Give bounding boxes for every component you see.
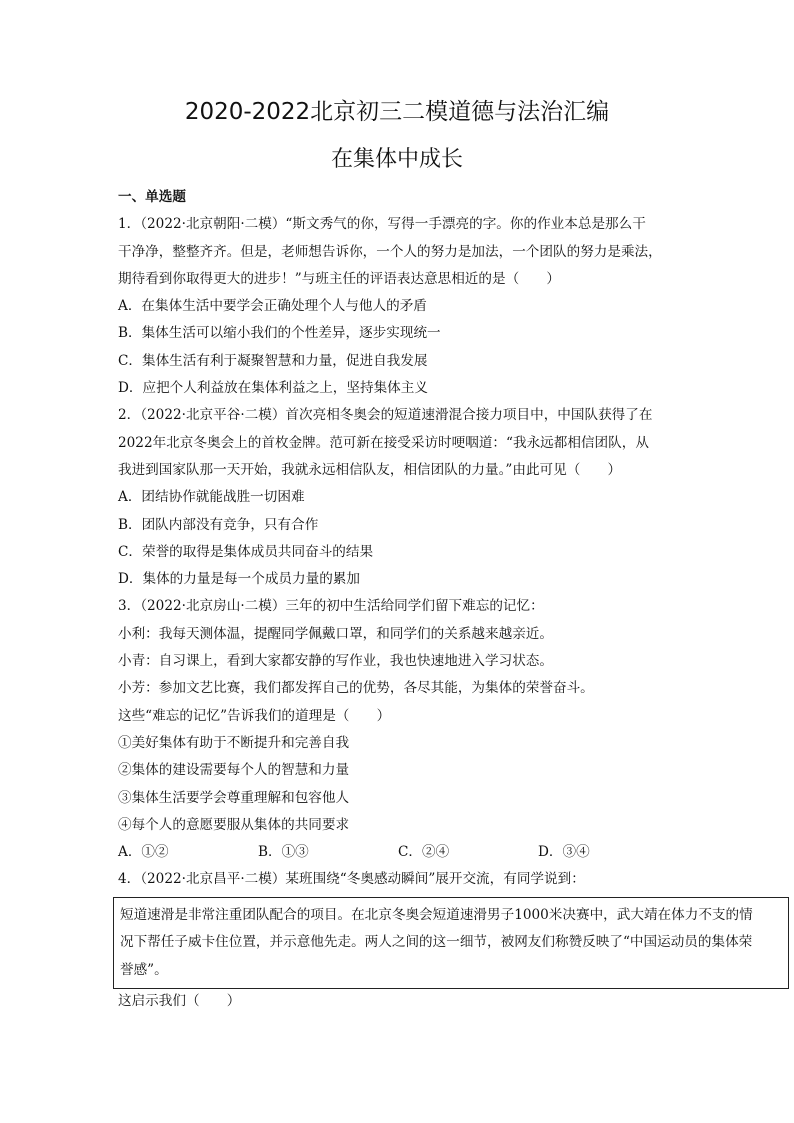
material-line: 誉感”。 xyxy=(120,961,168,978)
question-text-line: 3．（2022·北京房山·二模）三年的初中生活给同学们留下难忘的记忆： xyxy=(118,598,544,615)
statement-item: ①美好集体有助于不断提升和完善自我 xyxy=(118,734,350,751)
question-text-line: 2．（2022·北京平谷·二模）首次亮相冬奥会的短道速滑混合接力项目中，中国队获得了在 xyxy=(118,407,653,424)
option-b: B．集体生活可以缩小我们的个性差异，逐步实现统一 xyxy=(118,325,441,342)
question-body xyxy=(118,184,678,894)
option-b: B．①③ xyxy=(258,844,309,861)
question-4-prompt: 这启示我们（ ） xyxy=(118,993,241,1009)
question-text-line: 小青：自习课上，看到大家都安静的写作业，我也快速地进入学习状态。 xyxy=(118,653,553,670)
option-a: A．团结协作就能战胜一切困难 xyxy=(118,489,305,506)
question-3 xyxy=(118,593,678,866)
option-c: C．荣誉的取得是集体成员共同奋斗的结果 xyxy=(118,543,374,560)
question-1 xyxy=(118,211,678,402)
question-text-line: 这些“难忘的记忆”告诉我们的道理是（ ） xyxy=(118,707,391,724)
option-a: A．在集体生活中要学会正确处理个人与他人的矛盾 xyxy=(118,298,427,315)
option-d: D．③④ xyxy=(538,844,590,861)
question-2 xyxy=(118,402,678,593)
statement-item: ③集体生活要学会尊重理解和包容他人 xyxy=(118,789,350,806)
question-text-line: 小利：我每天测体温，提醒同学佩戴口罩，和同学们的关系越来越亲近。 xyxy=(118,625,553,642)
material-line: 况下帮任子威卡住位置，并示意他先走。两人之间的这一细节，被网友们称赞反映了“中国运动员的集体荣 xyxy=(120,934,753,951)
section-heading: 一、单选题 xyxy=(118,189,186,205)
option-a: A．①② xyxy=(118,844,169,861)
question-text-line: 2022年北京冬奥会上的首枚金牌。范可新在接受采访时哽咽道：“我永远都相信团队，从 xyxy=(118,434,649,451)
material-line: 短道速滑是非常注重团队配合的项目。在北京冬奥会短道速滑男子1000米决赛中，武大靖在体力不支的情 xyxy=(120,907,753,923)
statement-item: ④每个人的意愿要服从集体的共同要求 xyxy=(118,816,350,833)
question-text-line: 我进到国家队那一天开始，我就永远相信队友，相信团队的力量。”由此可见（ ） xyxy=(118,461,622,478)
question-text-line: 小芳：参加文艺比赛，我们都发挥自己的优势，各尽其能，为集体的荣誉奋斗。 xyxy=(118,680,594,697)
document-title: 2020-2022北京初三二模道德与法治汇编 xyxy=(184,99,610,125)
question-4-intro: 4．（2022·北京昌平·二模）某班围绕“冬奥感动瞬间”展开交流，有同学说到： xyxy=(118,871,585,888)
option-c: C．②④ xyxy=(398,844,450,861)
options-row xyxy=(118,839,678,866)
document-subtitle: 在集体中成长 xyxy=(330,147,463,172)
quoted-material-box xyxy=(113,897,789,989)
option-d: D．集体的力量是每一个成员力量的累加 xyxy=(118,571,360,588)
option-d: D．应把个人利益放在集体利益之上，坚持集体主义 xyxy=(118,380,428,397)
question-text-line: 期待看到你取得更大的进步！”与班主任的评语表达意思相近的是（ ） xyxy=(118,270,560,287)
option-b: B．团队内部没有竞争，只有合作 xyxy=(118,516,319,533)
statement-item: ②集体的建设需要每个人的智慧和力量 xyxy=(118,762,350,779)
question-text-line: 干净净，整整齐齐。但是，老师想告诉你，一个人的努力是加法，一个团队的努力是乘法， xyxy=(118,243,662,260)
question-text-line: 1．（2022·北京朝阳·二模）“斯文秀气的你，写得一手漂亮的字。你的作业本总是那么干 xyxy=(118,216,646,233)
option-c: C．集体生活有利于凝聚智慧和力量，促进自我发展 xyxy=(118,352,428,369)
